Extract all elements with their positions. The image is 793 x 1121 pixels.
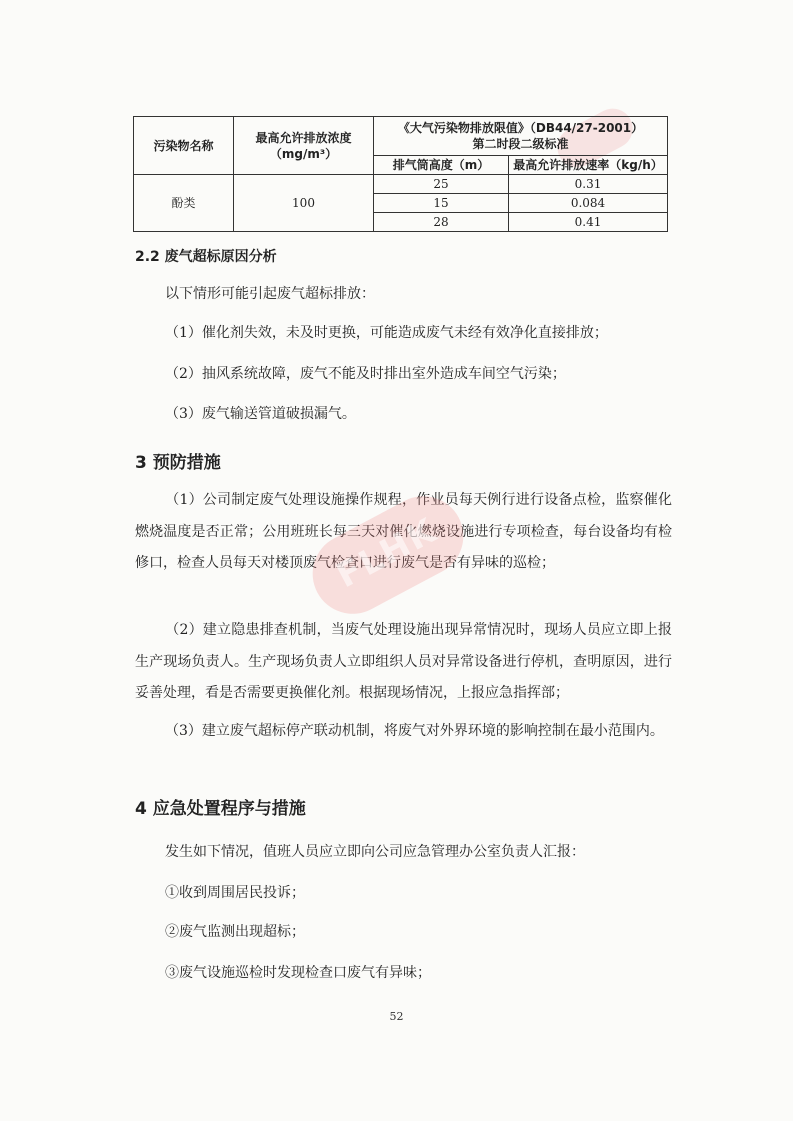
header-concentration-line1: 最高允许排放浓度 (255, 130, 352, 145)
emission-standard-table (133, 116, 668, 232)
cell-height: 15 (374, 194, 509, 213)
cell-height: 28 (374, 213, 509, 232)
header-standard-line1: 《大气污染物排放限值》（DB44/27-2001） (397, 121, 644, 135)
cause-item-1: （1）催化剂失效，未及时更换，可能造成废气未经有效净化直接排放； (165, 325, 608, 341)
prevention-paragraph-3 (135, 716, 672, 748)
cause-item-2: （2）抽风系统故障，废气不能及时排出室外造成车间空气污染； (165, 366, 566, 382)
cause-item-3: （3）废气输送管道破损漏气。 (165, 406, 356, 422)
prevention-paragraph-2 (135, 615, 672, 710)
cell-pollutant-name: 酚类 (134, 175, 234, 232)
header-standard (374, 117, 668, 156)
header-pollutant: 污染物名称 (134, 117, 234, 175)
section-2-2-intro: 以下情形可能引起废气超标排放： (165, 286, 375, 302)
header-stack-height: 排气筒高度（m） (374, 156, 509, 175)
cell-concentration: 100 (234, 175, 374, 232)
header-concentration-line2: （mg/m³） (269, 146, 338, 161)
cell-rate: 0.31 (509, 175, 668, 194)
section-4-heading: 4 应急处置程序与措施 (135, 799, 306, 819)
prevention-paragraph-1-text: （1）公司制定废气处理设施操作规程，作业员每天例行进行设备点检，监察催化燃烧温度是否正常；公用班班长每三天对催化燃烧设施进行专项检查，每台设备均有检修口，检查人员每天对楼顶废气检查口进行废气是否有异味的巡检； (135, 492, 672, 571)
prevention-paragraph-2-text: （2）建立隐患排查机制，当废气处理设施出现异常情况时，现场人员应立即上报生产现场负责人。生产现场负责人立即组织人员对异常设备进行停机，查明原因，进行妥善处理，看是否需要更换催化剂。根据现场情况，上报应急指挥部； (135, 622, 672, 701)
header-concentration (234, 117, 374, 175)
watermark-text: FLHK (330, 510, 444, 597)
cell-rate: 0.084 (509, 194, 668, 213)
section-3-heading: 3 预防措施 (135, 453, 221, 473)
section-4-intro: 发生如下情况，值班人员应立即向公司应急管理办公室负责人汇报： (165, 844, 585, 860)
header-standard-line2: 第二时段二级标准 (472, 137, 569, 151)
cell-height: 25 (374, 175, 509, 194)
page-number: 52 (389, 1010, 404, 1023)
report-item-2: ②废气监测出现超标； (165, 924, 305, 940)
cell-rate: 0.41 (509, 213, 668, 232)
report-item-1: ①收到周围居民投诉； (165, 885, 305, 901)
prevention-paragraph-3-text: （3）建立废气超标停产联动机制，将废气对外界环境的影响控制在最小范围内。 (165, 723, 664, 739)
section-2-2-heading: 2.2 废气超标原因分析 (135, 249, 277, 265)
report-item-3: ③废气设施巡检时发现检查口废气有异味； (165, 965, 431, 981)
header-emission-rate: 最高允许排放速率（kg/h） (509, 156, 668, 175)
